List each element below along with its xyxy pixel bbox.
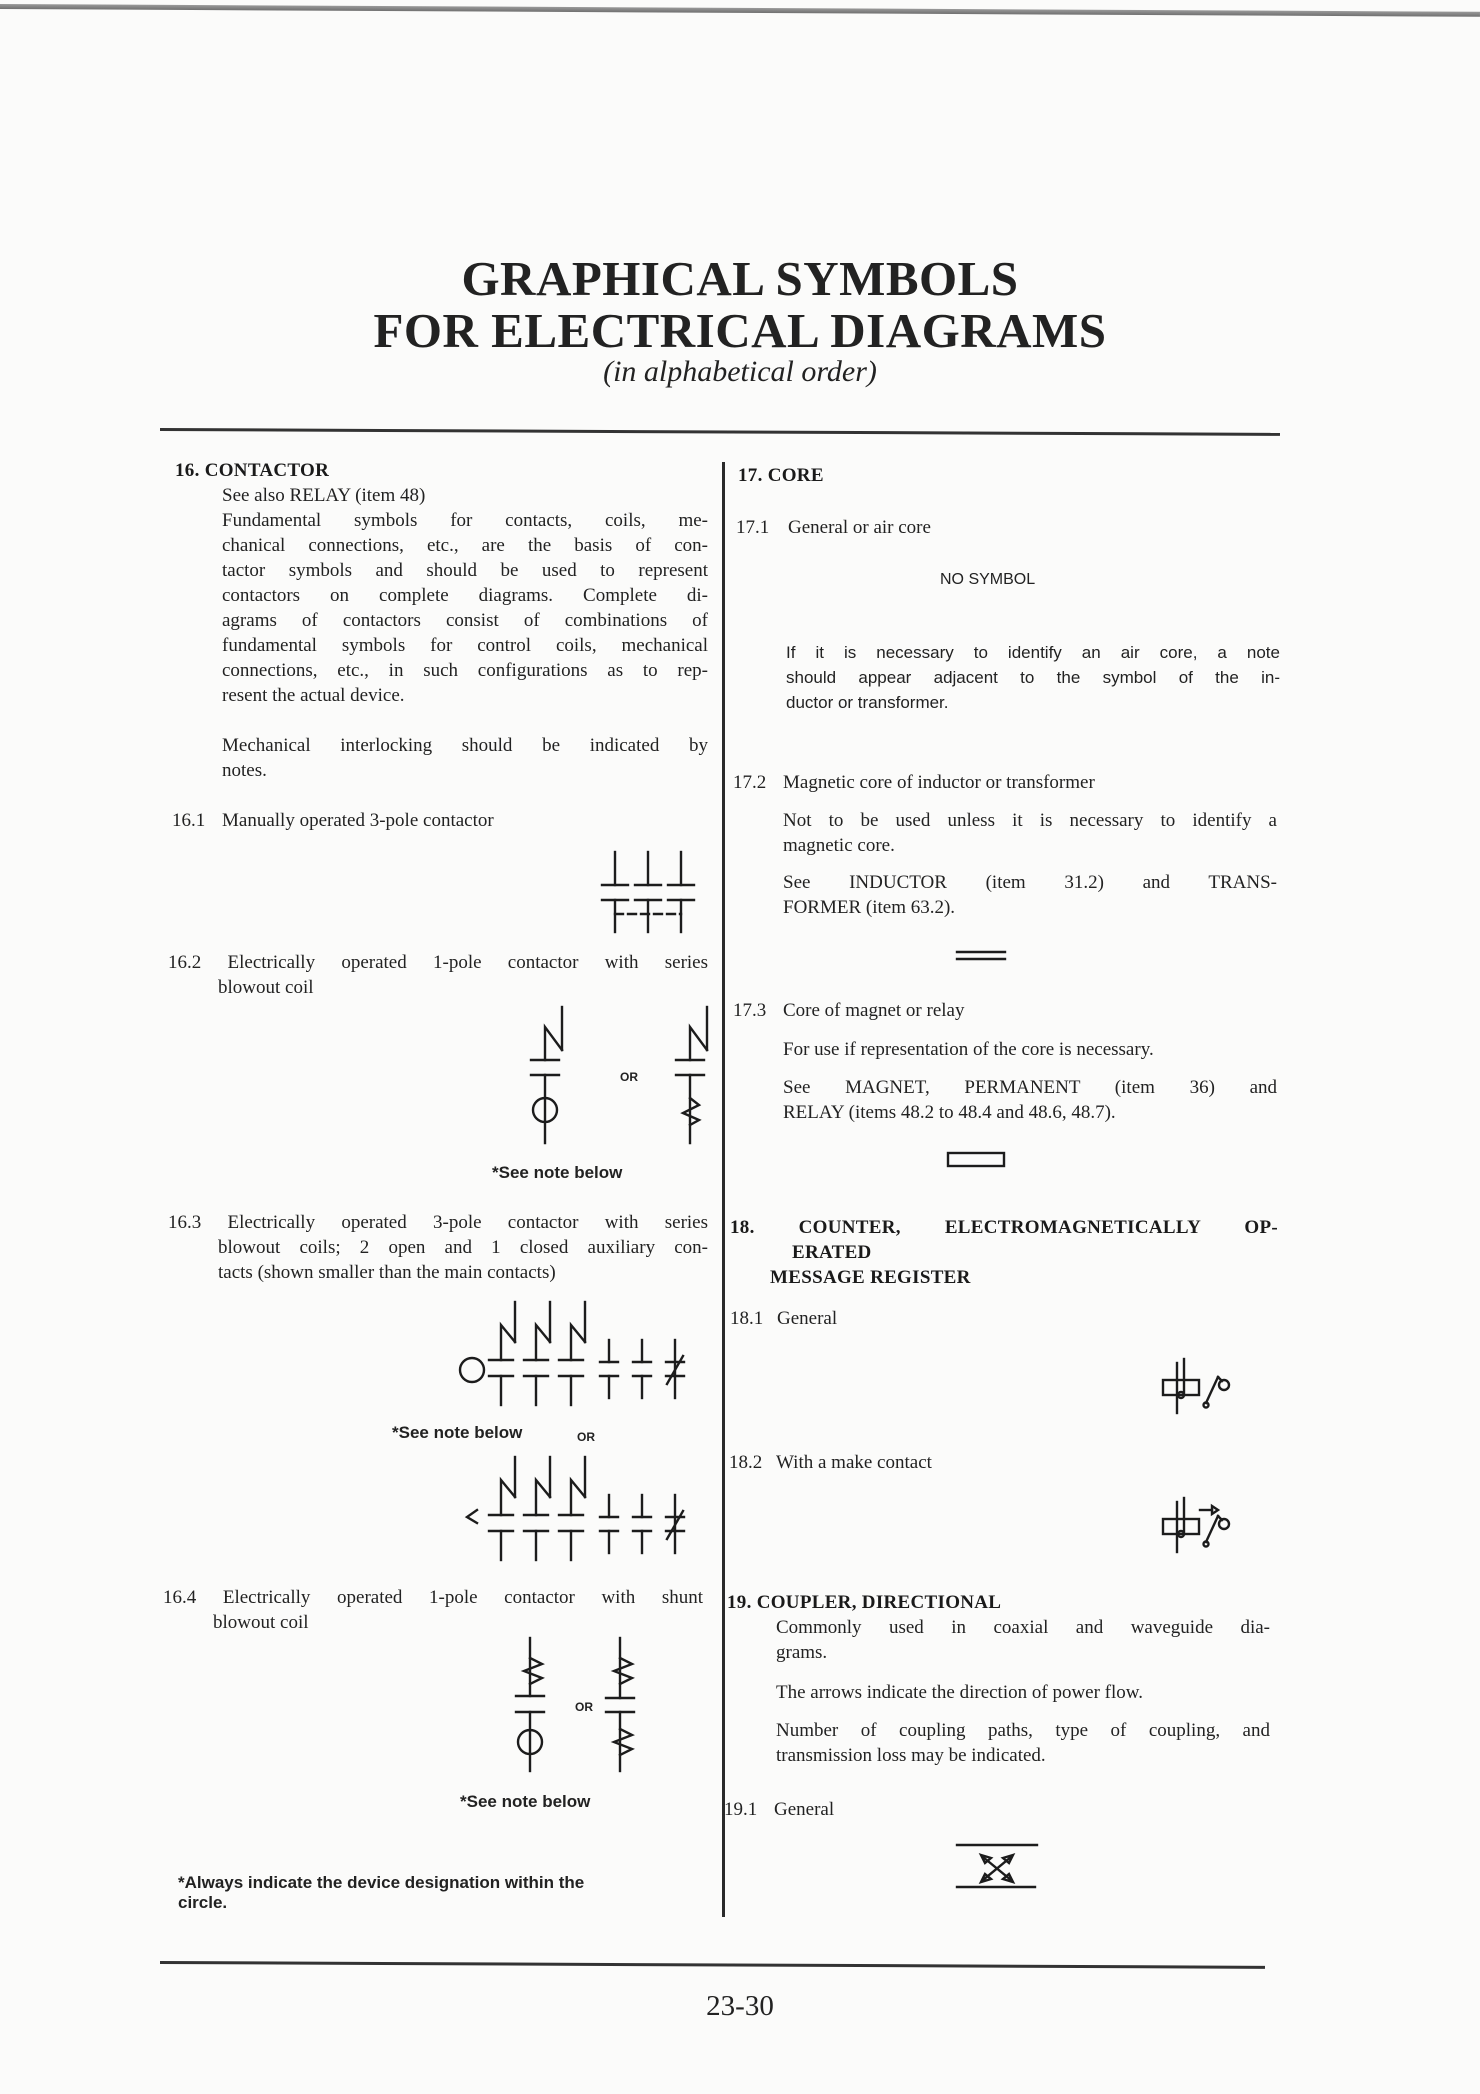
footnote	[178, 1873, 584, 1913]
section-17-heading: 17. CORE	[738, 465, 824, 486]
item-number: 16.1	[172, 810, 206, 831]
text-line: Commonly used in coaxial and waveguide dia-	[776, 1617, 1270, 1638]
item-label: General or air core	[788, 517, 931, 538]
text-line: RELAY (items 48.2 to 48.4 and 48.6, 48.7).	[783, 1102, 1116, 1123]
item-16-3-label	[168, 1210, 708, 1285]
or-label: OR	[620, 1070, 638, 1084]
text-line: See MAGNET, PERMANENT (item 36) and	[783, 1077, 1277, 1098]
heading-line: 18. COUNTER, ELECTROMAGNETICALLY OP-	[730, 1217, 1278, 1238]
item-17-3-note: For use if representation of the core is necessary.	[783, 1039, 1154, 1060]
item-label: Manually operated 3-pole contactor	[222, 810, 494, 831]
manual-3pole-contactor-symbol	[590, 850, 700, 935]
text-line: See INDUCTOR (item 31.2) and TRANS-	[783, 872, 1277, 893]
text-line: blowout coil	[218, 977, 314, 998]
text-line: grams.	[776, 1642, 828, 1663]
column-divider	[722, 462, 725, 1917]
text-line: should appear adjacent to the symbol of the in-	[786, 668, 1280, 687]
text-line	[168, 950, 708, 975]
3pole-contactor-zigzag-symbol	[455, 1455, 685, 1565]
see-note-below: *See note below	[460, 1792, 591, 1811]
text-line: magnetic core.	[783, 835, 895, 856]
item-17-1-label	[736, 515, 931, 540]
or-label: OR	[575, 1700, 593, 1714]
item-label: General	[777, 1308, 838, 1329]
heading-line: ERATED	[792, 1242, 872, 1263]
item-number: 16.4	[163, 1587, 197, 1608]
item-17-3-label	[733, 998, 964, 1023]
or-label: OR	[577, 1430, 595, 1444]
text-line: tactor symbols and should be used to represent	[222, 560, 708, 581]
counter-general-symbol	[1160, 1355, 1240, 1415]
text-line: resent the actual device.	[222, 685, 405, 706]
scan-top-border	[0, 4, 1480, 17]
item-number: 16.2	[168, 952, 202, 973]
section-16-interlocking	[222, 733, 708, 783]
text-line: fundamental symbols for control coils, mechanical	[222, 635, 708, 656]
page-subtitle: (in alphabetical order)	[603, 355, 877, 388]
text-line: FORMER (item 63.2).	[783, 897, 956, 918]
see-note-below: *See note below	[392, 1423, 523, 1442]
item-16-4-label	[163, 1585, 703, 1635]
text-line	[168, 1210, 708, 1235]
item-number: 17.3	[733, 1000, 767, 1021]
text-line: Not to be used unless it is necessary to identify a	[783, 810, 1277, 831]
item-number: 19.1	[724, 1799, 758, 1820]
page-title-line1: GRAPHICAL SYMBOLS	[461, 251, 1019, 306]
footnote-line: *Always indicate the device designation within the	[178, 1873, 585, 1892]
text-line: chanical connections, etc., are the basis of con-	[222, 535, 708, 556]
item-number: 17.2	[733, 772, 767, 793]
section-16-paragraph	[222, 508, 708, 708]
item-label: Core of magnet or relay	[783, 1000, 965, 1021]
item-label: With a make contact	[776, 1452, 932, 1473]
text-line: agrams of contactors consist of combinations of	[222, 610, 708, 631]
item-17-2-note	[783, 808, 1277, 858]
text-line: Mechanical interlocking should be indicated by	[222, 735, 708, 756]
series-blowout-contactor-zigzag-symbol	[665, 1005, 725, 1145]
see-note-below: *See note below	[492, 1163, 623, 1182]
heading-line: MESSAGE REGISTER	[770, 1267, 971, 1288]
text-line: transmission loss may be indicated.	[776, 1745, 1046, 1766]
header-rule	[160, 428, 1280, 436]
section-19-para1	[776, 1615, 1270, 1665]
text-line: blowout coils; 2 open and 1 closed auxiliary con-	[218, 1237, 708, 1258]
section-18-heading	[730, 1215, 1278, 1290]
text-line: blowout coil	[213, 1612, 309, 1633]
text-line: connections, etc., in such configurations as to rep-	[222, 660, 708, 681]
item-18-1-label	[730, 1306, 837, 1331]
footer-rule	[160, 1961, 1265, 1969]
no-symbol-label: NO SYMBOL	[940, 571, 1036, 588]
item-19-1-label	[724, 1797, 834, 1822]
text-line: contactors on complete diagrams. Complete di-	[222, 585, 708, 606]
text-line: If it is necessary to identify an air core, a note	[786, 643, 1280, 662]
item-label: Electrically operated 3-pole contactor with series	[227, 1212, 709, 1233]
page-title-line2: FOR ELECTRICAL DIAGRAMS	[373, 303, 1107, 358]
relay-core-symbol	[946, 1150, 1010, 1170]
directional-coupler-symbol	[955, 1842, 1045, 1892]
item-number: 16.3	[168, 1212, 202, 1233]
text-line: Fundamental symbols for contacts, coils, me-	[222, 510, 708, 531]
item-number: 18.1	[730, 1308, 764, 1329]
text-line: tacts (shown smaller than the main contacts)	[218, 1262, 556, 1283]
item-label: Electrically operated 1-pole contactor with series	[227, 952, 709, 973]
text-line	[163, 1585, 703, 1610]
magnetic-core-symbol	[955, 950, 1015, 962]
text-line: Number of coupling paths, type of coupling, and	[776, 1720, 1270, 1741]
item-16-1-label	[172, 808, 494, 833]
item-17-2-see	[783, 870, 1277, 920]
item-label: Magnetic core of inductor or transformer	[783, 772, 1095, 793]
shunt-blowout-contactor-zigzag-symbol	[590, 1636, 650, 1776]
item-17-1-note	[786, 640, 1280, 715]
counter-make-contact-symbol	[1160, 1494, 1240, 1554]
item-label: Electrically operated 1-pole contactor with shunt	[222, 1587, 704, 1608]
series-blowout-contactor-circle-symbol	[525, 1005, 585, 1145]
3pole-contactor-circle-symbol	[455, 1300, 685, 1410]
section-16-heading: 16. CONTACTOR	[175, 460, 330, 481]
page-number: 23-30	[706, 1990, 774, 2022]
footnote-line: circle.	[178, 1893, 228, 1912]
item-number: 17.1	[736, 517, 770, 538]
text-line: ductor or transformer.	[786, 693, 949, 712]
item-18-2-label	[729, 1450, 932, 1475]
item-17-2-label	[733, 770, 1095, 795]
section-16-see-also: See also RELAY (item 48)	[222, 485, 426, 506]
shunt-blowout-contactor-circle-symbol	[500, 1636, 560, 1776]
section-19-para3	[776, 1718, 1270, 1768]
item-number: 18.2	[729, 1452, 763, 1473]
section-19-heading: 19. COUPLER, DIRECTIONAL	[727, 1592, 1002, 1613]
item-label: General	[774, 1799, 835, 1820]
text-line: notes.	[222, 760, 267, 781]
item-16-2-label	[168, 950, 708, 1000]
section-19-para2: The arrows indicate the direction of power flow.	[776, 1682, 1144, 1703]
item-17-3-see	[783, 1075, 1277, 1125]
